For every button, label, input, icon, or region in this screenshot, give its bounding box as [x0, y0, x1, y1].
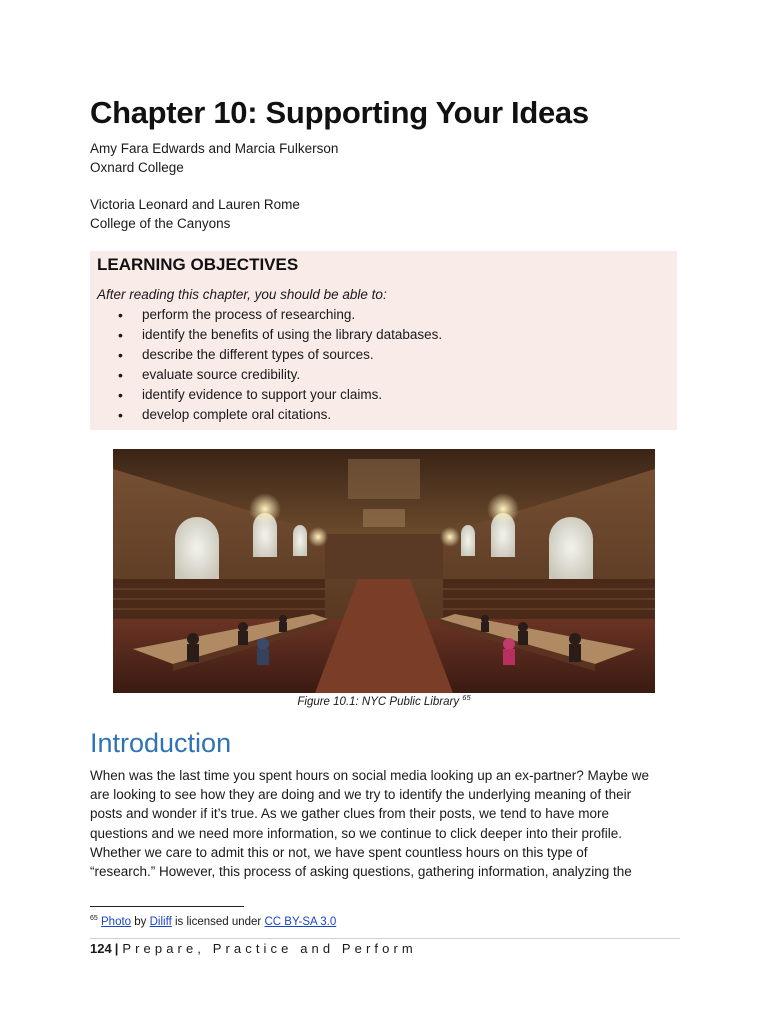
objective-item: • identify evidence to support your claims. — [118, 387, 383, 403]
learning-objectives-intro: After reading this chapter, you should be able to: — [97, 287, 387, 302]
photo-link[interactable]: Photo — [101, 915, 132, 928]
paragraph-line: Whether we care to admit this or not, we have spent countless hours on this type of — [90, 844, 588, 860]
learning-objectives-list — [118, 305, 442, 425]
page-number: 124 — [90, 941, 112, 956]
objective-item: • evaluate source credibility. — [118, 367, 301, 383]
paragraph-line: When was the last time you spent hours on social media looking up an ex-partner? Maybe we — [90, 768, 650, 783]
footnote — [90, 915, 336, 928]
author-names: Victoria Leonard and Lauren Rome — [90, 197, 300, 212]
introduction-heading: Introduction — [90, 728, 232, 758]
footnote-number: 65 — [90, 915, 98, 922]
paragraph-line: “research.” However, this process of asking questions, gathering information, analyzing the — [90, 864, 632, 880]
footnote-divider — [90, 906, 244, 907]
figure-caption: Figure 10.1: NYC Public Library $^{65}$ — [297, 693, 471, 708]
bullet-icon: • — [118, 327, 123, 343]
bullet-icon: • — [118, 347, 123, 363]
page-footer — [90, 941, 417, 956]
introduction-paragraph — [90, 766, 680, 881]
objective-item: • identify the benefits of using the library databases. — [118, 327, 443, 343]
author-block-2 — [90, 195, 300, 233]
bullet-icon: • — [118, 407, 123, 423]
footer-separator: | — [114, 941, 119, 956]
author-institution: College of the Canyons — [90, 216, 231, 231]
learning-objectives-heading: LEARNING OBJECTIVES — [97, 255, 299, 274]
objective-item: • perform the process of researching. — [118, 307, 356, 323]
author-link[interactable]: Diliff — [149, 915, 172, 928]
objective-item: • describe the different types of sources. — [118, 347, 374, 363]
bullet-icon: • — [118, 387, 123, 403]
footnote-text: is licensed under — [171, 915, 265, 928]
paragraph-line: questions and we need more information, so we continue to click deeper into their profile. — [90, 825, 623, 841]
bullet-icon: • — [118, 307, 123, 323]
author-block-1 — [90, 139, 338, 177]
footnote-reference[interactable]: 65 — [462, 693, 471, 702]
paragraph-line: posts and wonder if it’s true. As we gather clues from their posts, we tend to have more — [90, 806, 610, 822]
book-title: Prepare, Practice and Perform — [122, 941, 417, 956]
license-link[interactable]: CC BY-SA 3.0 — [264, 915, 337, 928]
bullet-icon: • — [118, 367, 123, 383]
objective-item: • develop complete oral citations. — [118, 407, 332, 423]
author-names: Amy Fara Edwards and Marcia Fulkerson — [90, 141, 339, 156]
footnote-text: by — [131, 915, 150, 928]
author-institution: Oxnard College — [90, 160, 184, 175]
footer-divider — [90, 938, 680, 939]
paragraph-line: are looking to see how they are doing and we try to identify the underlying meaning of their — [90, 787, 632, 803]
library-reading-room-photo — [113, 449, 655, 693]
chapter-title: Chapter 10: Supporting Your Ideas — [90, 95, 589, 130]
